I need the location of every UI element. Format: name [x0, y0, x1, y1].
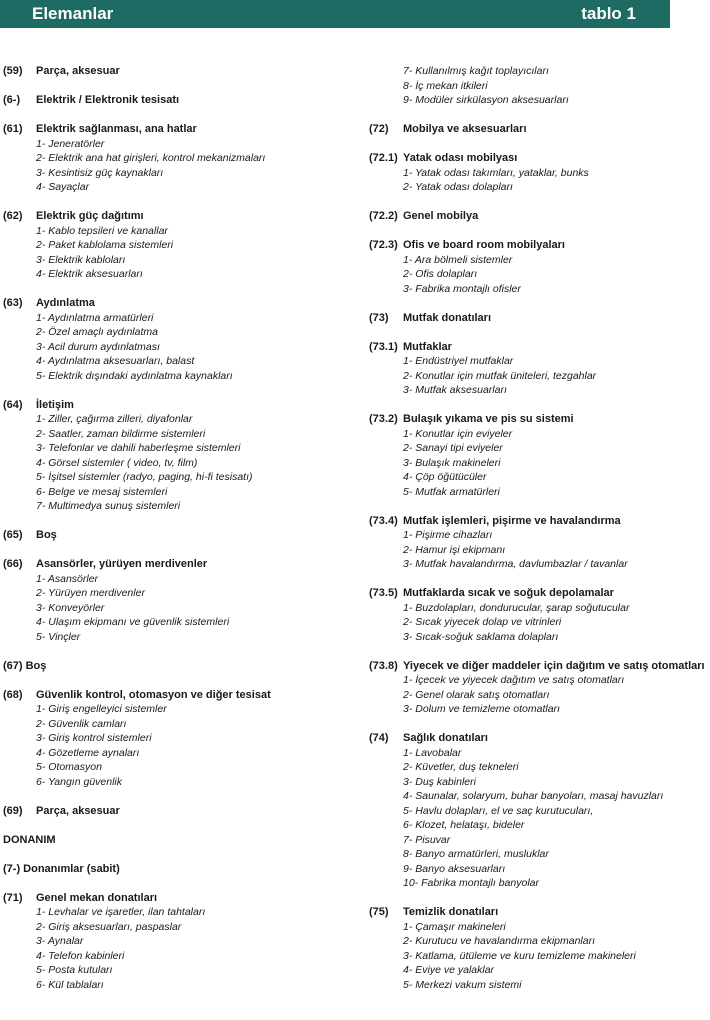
section-code: (74) — [369, 732, 389, 744]
section-heading: Genel mekan donatıları — [36, 891, 158, 904]
section-title — [369, 514, 709, 529]
list-item: 2- Saatler, zaman bildirme sistemleri — [36, 427, 206, 440]
section-code: (73.4) — [369, 514, 398, 527]
section-gap — [369, 195, 709, 210]
list-item: 2- Hamur işi ekipmanı — [403, 543, 506, 556]
list-item: 4- Eviye ve yalaklar — [403, 964, 495, 976]
section-title — [3, 891, 348, 906]
section-title — [369, 731, 709, 746]
list-item: 3- Sıcak-soğuk saklama dolapları — [403, 630, 559, 643]
list-item: 2- Ofis dolapları — [403, 268, 478, 280]
list-item: 1- Endüstriyel mutfaklar — [403, 355, 514, 367]
list-item: 1- Pişirme cihazları — [403, 529, 493, 541]
list-item: 7- Kullanılmış kağıt toplayıcıları — [403, 65, 549, 77]
list-item: 1- İçecek ve yiyecek dağıtım ve satış otomatları — [403, 674, 625, 686]
section-heading: Aydınlatma — [36, 297, 95, 309]
section-gap — [369, 572, 709, 587]
list-item: 1- Çamaşır makineleri — [403, 920, 506, 933]
list-item: 3- Duş kabinleri — [403, 775, 476, 788]
list-item: 5- İşitsel sistemler (radyo, paging, hi-fi tesisatı) — [36, 471, 253, 483]
section-title — [369, 586, 709, 601]
item-list — [369, 166, 709, 195]
section-gap — [369, 891, 709, 906]
section — [369, 122, 709, 151]
list-item: 6- Yangın güvenlik — [36, 775, 123, 788]
section-title — [3, 93, 348, 108]
section — [3, 833, 348, 862]
list-item: 10- Fabrika montajlı banyolar — [403, 877, 539, 889]
section-heading: Elektrik / Elektronik tesisatı — [36, 94, 180, 106]
section-code: (59) — [3, 65, 23, 77]
section-title — [3, 64, 348, 79]
section-heading: (7-) Donanımlar (sabit) — [3, 862, 120, 875]
section — [3, 209, 348, 296]
list-item: 1- Yatak odası takımları, yataklar, bunks — [403, 166, 589, 179]
section-code: (63) — [3, 297, 23, 309]
list-item: 3- Fabrika montajlı ofisler — [403, 282, 521, 295]
section-title — [3, 659, 348, 674]
list-item: 4- Gözetleme aynaları — [36, 746, 140, 759]
section-heading: Boş — [36, 529, 57, 541]
list-item: 3- Konveyörler — [36, 601, 105, 614]
section-code: (75) — [369, 906, 389, 918]
section-heading: DONANIM — [3, 833, 56, 846]
section-gap — [3, 108, 348, 123]
list-item: 7- Multimedya sunuş sistemleri — [36, 500, 181, 512]
section-gap — [369, 992, 709, 1007]
section — [3, 93, 348, 122]
list-item: 3- Acil durum aydınlatması — [36, 340, 160, 353]
item-list — [3, 311, 348, 384]
list-item: 1- Buzdolapları, dondurucular, şarap soğutucular — [403, 601, 630, 614]
section-code: (61) — [3, 123, 23, 135]
list-item: 3- Giriş kontrol sistemleri — [36, 732, 152, 744]
section-code: (65) — [3, 529, 23, 541]
item-list — [3, 137, 348, 195]
section — [369, 659, 709, 732]
section-heading: Yiyecek ve diğer maddeler için dağıtım ve satış otomatları — [403, 659, 705, 672]
list-item: 1- Asansörler — [36, 572, 99, 585]
list-item: 4- Görsel sistemler ( video, tv, film) — [36, 456, 198, 469]
item-list — [369, 354, 709, 398]
item-list — [3, 412, 348, 514]
section-heading: Mutfaklar — [403, 340, 452, 353]
list-item: 4- Elektrik aksesuarları — [36, 268, 143, 280]
section-heading: Parça, aksesuar — [36, 804, 120, 817]
section — [3, 398, 348, 529]
section-title — [369, 905, 709, 920]
section-code: (71) — [3, 891, 23, 904]
list-item: 2- Elektrik ana hat girişleri, kontrol mekanizmaları — [36, 152, 266, 164]
section-gap — [369, 644, 709, 659]
item-list — [3, 224, 348, 282]
list-item: 5- Posta kutuları — [36, 964, 113, 976]
list-item: 3- Elektrik kabloları — [36, 253, 126, 266]
section — [3, 688, 348, 804]
section-gap — [3, 79, 348, 94]
section-gap — [3, 847, 348, 862]
section-code: (62) — [3, 210, 23, 222]
section-gap — [369, 137, 709, 152]
section-gap — [369, 296, 709, 311]
section-gap — [3, 195, 348, 210]
list-item: 9- Banyo aksesuarları — [403, 862, 506, 875]
section — [3, 804, 348, 833]
list-item: 1- Jeneratörler — [36, 137, 105, 150]
list-item: 1- Giriş engelleyici sistemler — [36, 703, 167, 715]
section — [369, 586, 709, 659]
section-title — [3, 688, 348, 703]
section-code: (72.2) — [369, 210, 398, 222]
list-item: 3- Katlama, ütüleme ve kuru temizleme makineleri — [403, 949, 636, 962]
section-gap — [369, 325, 709, 340]
section-title — [3, 833, 348, 848]
section — [369, 514, 709, 587]
list-item: 2- Sıcak yiyecek dolap ve vitrinleri — [403, 616, 562, 628]
section-code: (72) — [369, 123, 389, 135]
left-column — [3, 64, 348, 1007]
section-title — [369, 311, 709, 326]
section-heading: Mutfaklarda sıcak ve soğuk depolamalar — [403, 587, 614, 599]
page-title: Elemanlar — [32, 4, 114, 23]
section-gap — [3, 282, 348, 297]
section-gap — [3, 644, 348, 659]
section-code: (73) — [369, 311, 389, 324]
section-heading: Mutfak donatıları — [403, 311, 492, 324]
section — [3, 296, 348, 398]
section-code: (73.1) — [369, 340, 398, 353]
section-title — [3, 209, 348, 224]
list-item: 4- Sayaçlar — [36, 181, 90, 193]
table-tag: tablo 1 — [581, 4, 636, 23]
section-heading: Yatak odası mobilyası — [403, 152, 518, 164]
section-title — [3, 398, 348, 413]
list-item: 7- Pisuvar — [403, 833, 451, 846]
list-item: 4- Çöp öğütücüler — [403, 471, 487, 483]
section-gap — [3, 514, 348, 529]
section — [3, 659, 348, 688]
section-gap — [3, 992, 348, 1007]
section — [369, 151, 709, 209]
section-gap — [369, 398, 709, 413]
section-gap — [3, 383, 348, 398]
list-item: 2- Güvenlik camları — [36, 717, 127, 730]
section-code: (73.8) — [369, 659, 398, 672]
section-code: (73.2) — [369, 413, 398, 425]
list-item: 2- Kurutucu ve havalandırma ekipmanları — [403, 935, 596, 947]
section-heading: Mutfak işlemleri, pişirme ve havalandırma — [403, 514, 621, 527]
section-title — [369, 340, 709, 355]
section-gap — [369, 224, 709, 239]
section — [369, 209, 709, 238]
section-title — [369, 659, 709, 674]
section-heading: Mobilya ve aksesuarları — [403, 123, 527, 135]
continued-item-list — [369, 64, 709, 108]
section-title — [3, 528, 348, 543]
section — [3, 891, 348, 1007]
section-code: (64) — [3, 398, 23, 411]
section-title — [369, 238, 709, 253]
section-gap — [3, 543, 348, 558]
list-item: 6- Belge ve mesaj sistemleri — [36, 485, 168, 498]
section — [369, 238, 709, 311]
list-item: 1- Konutlar için eviyeler — [403, 427, 513, 440]
list-item: 5- Havlu dolapları, el ve saç kurutucuları, — [403, 804, 594, 817]
section-heading: Temizlik donatıları — [403, 906, 499, 918]
list-item: 8- İç mekan itkileri — [403, 79, 488, 92]
item-list — [369, 528, 709, 572]
right-column — [369, 64, 709, 1007]
list-item: 2- Sanayi tipi eviyeler — [403, 442, 503, 454]
list-item: 2- Yürüyen merdivenler — [36, 587, 145, 599]
section-gap — [3, 673, 348, 688]
section-title — [3, 862, 348, 877]
list-item: 5- Mutfak armatürleri — [403, 485, 500, 498]
list-item: 5- Elektrik dışındaki aydınlatma kaynakları — [36, 369, 233, 382]
item-list — [3, 572, 348, 645]
list-item: 3- Aynalar — [36, 935, 84, 947]
list-item: 6- Klozet, helataşı, bideler — [403, 819, 525, 831]
section-title — [3, 122, 348, 137]
list-item: 3- Mutfak aksesuarları — [403, 384, 507, 396]
list-item: 1- Ara bölmeli sistemler — [403, 253, 513, 266]
section-heading: Güvenlik kontrol, otomasyon ve diğer tesisat — [36, 688, 271, 701]
list-item: 2- Paket kablolama sistemleri — [36, 239, 174, 251]
list-item: 1- Ziller, çağırma zilleri, diyafonlar — [36, 413, 193, 425]
list-item: 3- Kesintisiz güç kaynakları — [36, 166, 164, 179]
section-gap — [369, 717, 709, 732]
section-heading: (67) Boş — [3, 659, 47, 672]
section-heading: Ofis ve board room mobilyaları — [403, 239, 565, 251]
section-heading: Elektrik sağlanması, ana hatlar — [36, 123, 197, 135]
list-item: 4- Aydınlatma aksesuarları, balast — [36, 355, 195, 367]
header-bar — [0, 0, 670, 28]
section-code: (66) — [3, 558, 23, 570]
list-item: 5- Merkezi vakum sistemi — [403, 978, 522, 991]
section-code: (72.1) — [369, 152, 398, 164]
section-heading: Sağlık donatıları — [403, 732, 488, 744]
section-gap — [3, 789, 348, 804]
section-heading: Asansörler, yürüyen merdivenler — [36, 558, 208, 570]
list-item: 2- Yatak odası dolapları — [403, 181, 513, 193]
item-list — [369, 601, 709, 645]
section-title — [3, 557, 348, 572]
list-item: 1- Kablo tepsileri ve kanallar — [36, 224, 168, 237]
list-item: 2- Küvetler, duş tekneleri — [403, 761, 519, 773]
section-title — [369, 209, 709, 224]
item-list — [369, 746, 709, 891]
section — [369, 412, 709, 514]
item-list — [3, 702, 348, 789]
list-item: 1- Aydınlatma armatürleri — [36, 311, 154, 324]
section — [369, 311, 709, 340]
section-title — [369, 412, 709, 427]
section — [3, 64, 348, 93]
list-item: 4- Saunalar, solaryum, buhar banyoları, masaj havuzları — [403, 790, 664, 802]
section-heading: İletişim — [36, 398, 74, 411]
item-list — [369, 920, 709, 993]
list-item: 4- Ulaşım ekipmanı ve güvenlik sistemleri — [36, 616, 230, 628]
section-code: (72.3) — [369, 239, 398, 251]
section-code: (69) — [3, 804, 23, 817]
section-heading: Parça, aksesuar — [36, 65, 120, 77]
section-code: (68) — [3, 688, 23, 701]
item-list — [369, 253, 709, 297]
section-gap — [369, 499, 709, 514]
list-item: 8- Banyo armatürleri, musluklar — [403, 848, 549, 860]
section — [369, 731, 709, 905]
list-item: 2- Konutlar için mutfak üniteleri, tezgahlar — [403, 369, 597, 382]
list-item: 1- Lavobalar — [403, 746, 462, 759]
section-heading: Genel mobilya — [403, 210, 479, 222]
section-code: (73.5) — [369, 587, 398, 599]
section — [3, 528, 348, 557]
section-title — [369, 151, 709, 166]
section-heading: Bulaşık yıkama ve pis su sistemi — [403, 413, 574, 425]
section — [369, 340, 709, 413]
list-item: 1- Levhalar ve işaretler, ilan tahtaları — [36, 906, 206, 918]
section-title — [3, 804, 348, 819]
item-list — [3, 905, 348, 992]
section-code: (6-) — [3, 94, 21, 106]
section — [3, 557, 348, 659]
list-item: 3- Bulaşık makineleri — [403, 456, 501, 469]
item-list — [369, 673, 709, 717]
section — [3, 122, 348, 209]
section-gap — [369, 108, 709, 123]
list-item: 5- Otomasyon — [36, 761, 102, 773]
list-item: 3- Mutfak havalandırma, davlumbazlar / tavanlar — [403, 558, 628, 570]
section-heading: Elektrik güç dağıtımı — [36, 210, 144, 222]
list-item: 6- Kül tablaları — [36, 978, 104, 991]
list-item: 5- Vinçler — [36, 630, 81, 643]
section — [369, 905, 709, 1007]
section — [3, 862, 348, 891]
list-item: 3- Dolum ve temizleme otomatları — [403, 703, 560, 715]
list-item: 9- Modüler sirkülasyon aksesuarları — [403, 94, 569, 106]
section-title — [369, 122, 709, 137]
list-item: 2- Özel amaçlı aydınlatma — [36, 326, 158, 338]
list-item: 3- Telefonlar ve dahili haberleşme sistemleri — [36, 442, 241, 454]
list-item: 2- Giriş aksesuarları, paspaslar — [36, 920, 182, 933]
section-gap — [3, 876, 348, 891]
item-list — [369, 427, 709, 500]
section-gap — [3, 818, 348, 833]
section-title — [3, 296, 348, 311]
list-item: 2- Genel olarak satış otomatları — [403, 688, 550, 701]
list-item: 4- Telefon kabinleri — [36, 949, 125, 962]
